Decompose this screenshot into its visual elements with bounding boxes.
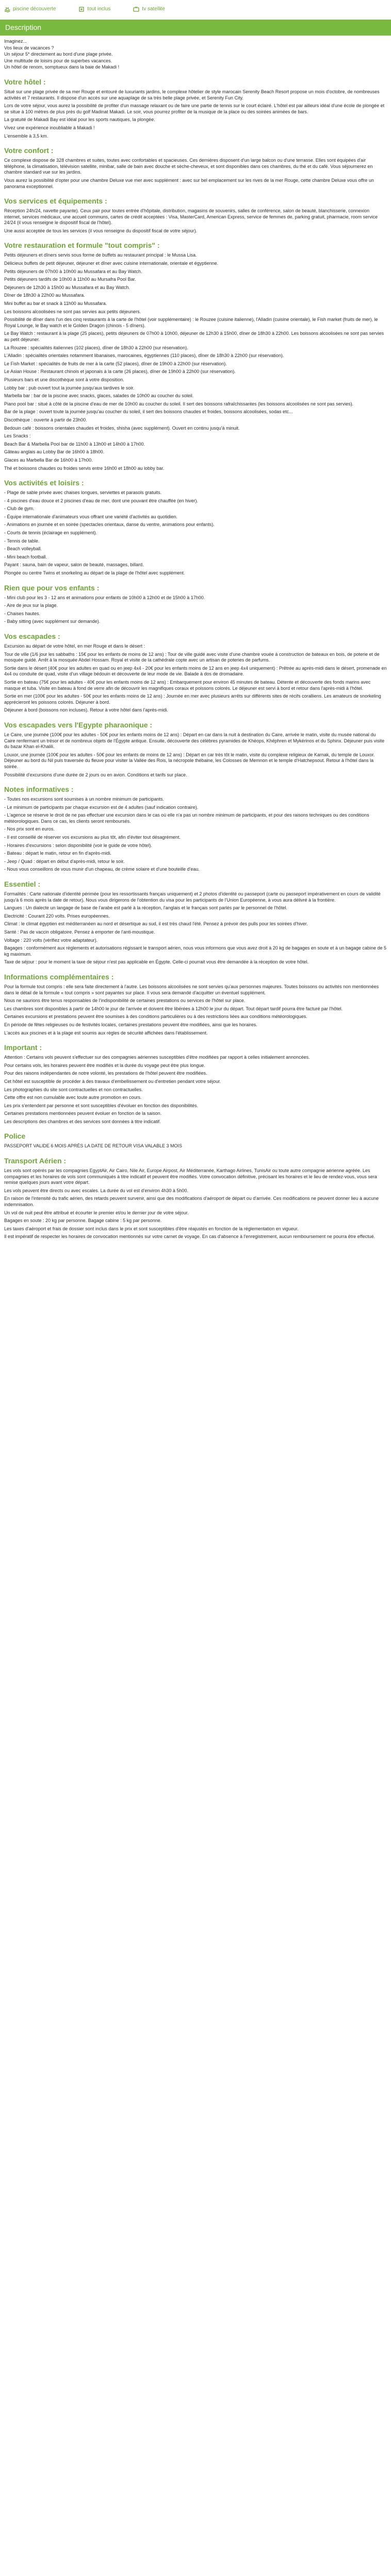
section-paragraph: Plongée ou centre Twins et snorkeling au départ de la plage de l'hôtel avec supplément. — [4, 570, 185, 576]
section-title: Informations complémentaires : — [4, 972, 114, 981]
section-paragraph: Electricité : Courant 220 volts. Prises européennes. — [4, 913, 110, 919]
section-paragraph: Les photographies du site sont contractuelles et non contractuelles. — [4, 1087, 143, 1092]
section-paragraph: Thé et boissons chaudes ou froides servis entre 16h00 et 18h00 au lobby bar. — [4, 465, 165, 471]
section-paragraph: Sortie en mer (100€ pour les adultes - 50€ pour les enfants moins de 12 ans) : Journée en mer avec plusieurs arrêts sur différents sites de récifs coralliens. Les amateurs de snorkeling apprécieront les poissons colorés. Déjeuner à bord. — [4, 693, 381, 705]
section — [4, 479, 387, 577]
section-title: Vos escapades vers l'Egypte pharaonique : — [4, 720, 153, 729]
section-paragraph: Petits déjeuners et dîners servis sous forme de buffets au restaurant principal : le Mussa Lisa. — [4, 252, 197, 258]
pool-icon — [4, 6, 10, 12]
section — [4, 146, 387, 190]
section-paragraph: L'ensemble à 3,5 km. — [4, 133, 48, 139]
section-paragraph: Cette offre est non cumulable avec toute autre promotion en cours. — [4, 1095, 142, 1100]
section-paragraph: - L'agence se réserve le droit de ne pas effectuer une excursion dans le cas où elle n'a pas un nombre minimum de participants, et pour des raisons techniques ou des conditions météorologiques. Dans ce cas, les clients seront remboursés. — [4, 812, 369, 824]
section-paragraph: Les vols peuvent être directs ou avec escales. La durée du vol est d'environ 4h30 à 5h00. — [4, 1188, 188, 1193]
section-paragraph: Les chambres sont disponibles à partir de 14h00 le jour de l'arrivée et doivent être libérées à 12h00 le jour du départ. Tout départ tardif pourra être facturé par l'hôtel. — [4, 1006, 343, 1011]
section-paragraph: Climat : le climat égyptien est méditerranéen au nord et désertique au sud, il est très chaud l'été. Pensez à prévoir des pulls pour les soirées d'hiver. — [4, 921, 308, 927]
section-paragraph: - Équipe internationale d'animateurs vous offrant une variété d'activités au quotidien. — [4, 514, 177, 519]
section-paragraph: Bagages : conformément aux règlements et autorisations régissant le transport aérien, nous vous informons que vous avez droit à 20 kg de bagages en soute et à un bagage cabine de 5 kg maximum. — [4, 945, 386, 957]
tv-icon — [133, 6, 139, 12]
section-paragraph: Certaines prestations mentionnées peuvent évoluer en fonction de la saison. — [4, 1111, 162, 1116]
intro-line: Un séjour 5* directement au bord d'une plage privée. — [4, 52, 113, 57]
section-paragraph: Le Fish Market : spécialités de fruits de mer à la carte (52 places), dîner de 19h00 à 22h00 (sur réservation). — [4, 361, 227, 366]
section-paragraph: Sortie dans le désert (40€ pour les adultes en quad ou en jeep 4x4 - 20€ pour les enfants moins de 12 ans en jeep 4x4 uniquement) : Prêtrée au après-midi dans le désert, promenade en 4x4 ou conduite de quad, visite d'un village bédouin et découverte de leur mode de vie. Balade à dos de dromadaire. — [4, 665, 387, 677]
section-paragraph: Bagages en soute : 20 kg par personne. Bagage cabine : 5 kg par personne. — [4, 1218, 162, 1224]
section-paragraph: Un vol de nuit peut être attribué et écourter le premier et/ou le dernier jour de votre séjour. — [4, 1210, 189, 1215]
content — [0, 39, 391, 1240]
section — [4, 584, 387, 625]
section-paragraph: Mini buffet au bar et snack à 11h00 au Mussafara. — [4, 301, 107, 307]
section-paragraph: Petits déjeuners de 07h00 à 10h00 au Mussafara et au Bay Watch. — [4, 268, 142, 274]
section-paragraph: - Plage de sable privée avec chaises longues, serviettes et parasols gratuits. — [4, 490, 162, 496]
section-title: Rien que pour vos enfants : — [4, 583, 100, 592]
section-paragraph: Lobby bar : pub ouvert tout la journée jusqu'aux tardives le soir. — [4, 385, 135, 391]
section-paragraph: Cet hôtel est susceptible de procéder à des travaux d'embellissement ou d'entretien pendant votre séjour. — [4, 1078, 221, 1084]
section-paragraph: Santé : Pas de vaccin obligatoire. Pensez à emporter de l'anti-moustique. — [4, 929, 155, 935]
section-paragraph: - Courts de tennis (éclairage en supplément). — [4, 530, 97, 536]
sections — [4, 78, 387, 1240]
section-paragraph: - Jeep / Quad : départ en début d'après-midi, retour le soir. — [4, 858, 125, 864]
section-paragraph: Langues : Un dialecte un langage de base de l'arabe est parlé à la réception, l'anglais et le français sont parlés par le personnel de l'hôtel. — [4, 905, 288, 911]
section-paragraph: Pour certains vols, les horaires peuvent être modifiés et la durée du voyage peut être plus longue. — [4, 1062, 205, 1068]
section — [4, 880, 387, 965]
section — [4, 721, 387, 778]
section-paragraph: Le Asian House : Restaurant chinois et japonais à la carte (26 places), dîner de 19h00 à 22h00 (sur réservation). — [4, 369, 236, 375]
section-paragraph: Une aussi acceptée de tous les services (il vous renseigne du dispositif fiscal de votre séjour). — [4, 228, 198, 233]
section-paragraph: Tour de ville (1/6 jour les sabbaths : 15€ pour les enfants de moins de 12 ans) : Tour de ville guidé avec visite d'une chambre vouée à construction de bateaux en bois, de poterie et de mosquée guidé. Arrêt à la mosquée Abdel Hossam. Royal et visite de la cathédrale copte avec un artisan de poteries de parfums. — [4, 651, 380, 663]
section-paragraph: - Club de gym. — [4, 506, 35, 512]
section-paragraph: Possibilité de dîner dans l'un des cinq restaurants à la carte de l'hôtel (voir supplémentaire) : le Rouzee (cuisine italienne), l'Alladin (cuisine orientale), le Fish market (fruits de mer), le Royal Lounge, le Bay watch et le Golden Dragon (chinois - 5 dîners). — [4, 317, 378, 328]
intro-line: Imaginez... — [4, 39, 27, 44]
section-title: Important : — [4, 1043, 42, 1052]
section-paragraph: Vous aurez la possibilité d'opter pour une chambre Deluxe vue mer avec supplément : avec sur bel emplacement sur les rives de la mer Rouge, cette chambre Deluxe vous offre un panorama exceptionnel. — [4, 177, 374, 189]
section-paragraph: Les vols sont opérés par les compagnies EgyptAir, Air Cairo, Nile Air, Europe Airpost, Air Méditerranée, Karthago Airlines, TunisAir ou toute autre compagnie aérienne agréée. Les compagnies et les horaires de vols sont communiqués à titre indicatif et peuvent être modifiés. Votre convocation définitive, précisant les horaires et le lieu de rendez-vous, vous sera remise quelques jours avant votre départ. — [4, 1168, 377, 1185]
section-paragraph: - 4 piscines d'eau douce et 2 piscines d'eau de mer, dont une pouvant être chauffée (en hiver). — [4, 498, 199, 503]
section-paragraph: Les prix s'entendent par personne et sont susceptibles d'évoluer en fonction des disponibilités. — [4, 1103, 199, 1108]
section-paragraph: Bar de la plage : ouvert toute la journée jusqu'au coucher du soleil, il sert des boissons chaudes et froides, boissons alcoolisées, sodas etc... — [4, 409, 293, 415]
section-title: Vos activités et loisirs : — [4, 479, 84, 487]
section-paragraph: - Mini club pour les 3 - 12 ans et animations pour enfants de 10h00 à 12h00 et de 15h00 à 17h00. — [4, 595, 205, 600]
section-paragraph: Formalités : Carte nationale d'identité périmée (pour les ressortissants français uniquement) et 2 photos d'identité ou passeport (carte ou passeport impérativement en cours de validité jusqu'à 6 mois après la date de retour). Nous vous dirigerons de l'obtention du visa pour les participants de l'Union Européenne, à vous aura délivré à la frontière. — [4, 891, 381, 903]
section-paragraph: Marbella bar : bar de la piscine avec snacks, glaces, salades de 10h00 au coucher du soleil. — [4, 393, 194, 399]
section-title: Transport Aérien : — [4, 1157, 67, 1165]
section — [4, 973, 387, 1036]
section-paragraph: - Beach volleyball. — [4, 546, 42, 552]
amenity-pool — [4, 6, 56, 12]
section — [4, 197, 387, 234]
section-paragraph: Délicieux buffets de petit déjeuner, déjeuner et dîner avec cuisine internationale, orientale et égyptienne. — [4, 261, 219, 266]
section-title: Vos escapades : — [4, 632, 60, 640]
section-paragraph: L'Alladin : spécialités orientales notamment libanaises, marocaines, égyptiennes (110 places), dîner de 18h30 à 22h00 (sur réservation). — [4, 353, 284, 359]
section-title: Vos services et équipements : — [4, 197, 107, 206]
section-paragraph: Il est impératif de respecter les horaires de convocation mentionnés sur votre carnet de voyage. En cas d'absence à l'enregistrement, aucun remboursement ne pourra être effectué. — [4, 1234, 376, 1240]
section-paragraph: Louxor, une journée (100€ pour les adultes - 50€ pour les enfants de moins de 12 ans) : Départ en car très tôt le matin, visite du complexe religieux de Karnak, du temple de Louxor. Déjeuner au bord du Nil puis traversée du fleuve pour visiter la Vallée des Rois, la nécropole thébaine, les Colosses de Memnon et le temple d'Hatchepsout. Retour à l'hôtel dans la soirée. — [4, 752, 375, 769]
section-paragraph: - Tennis de table. — [4, 538, 40, 544]
section — [4, 632, 387, 714]
intro-line: Un hôtel de renom, somptueux dans la baie de Makadi ! — [4, 64, 120, 70]
intro-line: Vos lieux de vacances ? — [4, 45, 54, 50]
section-paragraph: Les boissons alcoolisées ne sont pas servies aux petits déjeuners. — [4, 309, 141, 314]
section-paragraph: - Aire de jeux sur la plage. — [4, 603, 58, 608]
section — [4, 785, 387, 873]
section-paragraph: La Rouzee : spécialités italiennes (102 places), dîner de 18h30 à 22h00 (sur réservation). — [4, 345, 188, 350]
section-paragraph: Déjeuners de 12h30 à 15h00 au Mussafara et au Bay Watch. — [4, 284, 130, 290]
section-paragraph: - Baby sitting (avec supplément sur demande). — [4, 619, 101, 624]
amenity-label: tout inclus — [87, 6, 111, 12]
section-paragraph: Payant : sauna, bain de vapeur, salon de beauté, massages, billard. — [4, 562, 144, 568]
section-paragraph: Certaines excursions et prestations peuvent être soumises à des conditions particulières ou à des restrictions liées aux conditions météorologiques. — [4, 1014, 307, 1020]
section-paragraph: - Bateau : départ le matin, retour en fin d'après-midi. — [4, 851, 111, 856]
section-paragraph: Piano pool bar : situé à côté de la piscine d'eau de mer de 10h00 au coucher du soleil. Il sert des boissons rafraîchissantes (les boissons alcoolisées ne sont pas servies). — [4, 401, 354, 406]
section-paragraph: Lors de votre séjour, vous aurez la possibilité de profiter d'un massage relaxant ou de faire une partie de tennis sur le court éclairé. L'hôtel est par ailleurs idéal d'une école de plongée et se situe à 100 mètres de plus près du golf Madinat Makadi. Le soir, vous pourrez profiter de la musique de la place ou des soirées animées de bars. — [4, 103, 385, 114]
section-paragraph: - Toutes nos excursions sont soumises à un nombre minimum de participants. — [4, 796, 164, 802]
section-paragraph: L'accès aux piscines et à la plage est soumis aux règles de sécurité affichées dans l'établissement. — [4, 1030, 208, 1036]
section-paragraph: - Chaises hautes. — [4, 611, 41, 616]
section-paragraph: Excursion au départ de votre hôtel, en mer Rouge et dans le désert : — [4, 643, 145, 649]
section-paragraph: Taxe de séjour : pour le moment la taxe de séjour n'est pas applicable en Égypte. Celle-ci pourrait vous être demandée à la réception de votre hôtel. — [4, 959, 309, 965]
section-paragraph: - Animations en journée et en soirée (spectacles orientaux, danse du ventre, animations pour enfants). — [4, 522, 215, 528]
description-banner — [0, 20, 391, 36]
allinclusive-icon — [78, 6, 85, 12]
amenity-tv — [133, 6, 165, 12]
section-paragraph: Possibilité d'excursions d'une durée de 2 jours ou en avion. Conditions et tarifs sur place. — [4, 772, 187, 777]
section-paragraph: - Nous vous conseillons de vous munir d'un chapeau, de crème solaire et d'une bouteille d'eau. — [4, 867, 200, 872]
section-paragraph: Glaces au Marbella Bar de 16h00 à 17h00. — [4, 457, 93, 463]
section-title: Votre confort : — [4, 146, 54, 155]
section-paragraph: Les descriptions des chambres et des services sont données à titre indicatif. — [4, 1118, 161, 1124]
section-paragraph: Situé sur une plage privée de sa mer Rouge et entouré de luxuriants jardins, le complexe hôtelier de style marocain Serenity Beach Resort propose un mois d'octobre, de nombreuses activités et 7 restaurants. Il dispose d'un accès sur une aquaplage de sa très belle plage privée, et Serenity Fun City. — [4, 89, 380, 100]
section — [4, 241, 387, 471]
banner-title: Description — [5, 23, 42, 31]
section-title: Notes informatives : — [4, 785, 74, 794]
section-paragraph: La gratuité de Makadi Bay est idéal pour les sports nautiques, la plongée. — [4, 117, 155, 123]
section-paragraph: Pour des raisons indépendantes de notre volonté, les prestations de l'hôtel peuvent être modifiées. — [4, 1071, 207, 1076]
amenities-bar — [0, 0, 391, 14]
section-title: Police — [4, 1132, 26, 1141]
section-paragraph: - Mini beach football. — [4, 554, 47, 560]
section-paragraph: - Il est conseillé de réserver vos excursions au plus tôt, afin d'éviter tout désagrément. — [4, 835, 181, 840]
intro — [4, 39, 387, 71]
section — [4, 1157, 387, 1240]
section-paragraph: Beach Bar & Marbella Pool bar de 11h00 à 13h00 et 14h00 à 17h00. — [4, 441, 145, 447]
section-paragraph: - Nos prix sont en euros. — [4, 826, 55, 832]
section-paragraph: - Horaires d'excursions : selon disponibilité (voir le guide de votre hôtel). — [4, 842, 152, 848]
section-paragraph: Attention : Certains vols peuvent s'effectuer sur des compagnies aériennes susceptibles d'être modifiées par rapport à celles initialement annoncées. — [4, 1055, 310, 1060]
section-paragraph: Discothèque : ouverte à partir de 23h00. — [4, 417, 87, 422]
section-title: Votre hôtel : — [4, 77, 46, 86]
amenity-label: piscine découverte — [13, 6, 56, 12]
section-title: Votre restauration et formule "tout compris" : — [4, 241, 160, 250]
section-paragraph: Petits déjeuners tardifs de 10h00 à 11h00 au Mursafra Pool Bar. — [4, 277, 136, 282]
amenity-allinclusive — [78, 6, 110, 12]
section — [4, 1043, 387, 1125]
section-paragraph: Nous ne saurions être tenus responsables de l'indisponibilité de certaines prestations ou services de l'hôtel sur place. — [4, 998, 246, 1004]
section — [4, 1132, 387, 1149]
section-paragraph: Les Snacks : — [4, 433, 31, 439]
section-title: Essentiel : — [4, 880, 41, 889]
section-paragraph: Réception 24h/24, navette payante). Ceux pair pour toutes entrée d'hôpitale, distribution, magasins de souvenirs, salles de conférence, salon de beauté, blanchisserie, connexion internet, services médicaux, une accueil communs, cartes de crédit acceptées : Visa, MasterCard, American Express, service de femmes de, parking gratuit, pharmacie, room service 24/24 (il vous renseigne le dispositif fiscal de l'hôtel). — [4, 208, 378, 226]
section-paragraph: En période de fêtes religieuses ou de festivités locales, certaines prestations peuvent être modifiées, ainsi que les horaires. — [4, 1022, 257, 1027]
section-paragraph: Déjeuner à bord (boissons non incluses). Retour à votre hôtel dans l'après-midi. — [4, 707, 168, 713]
section-paragraph: Dîner de 18h30 à 22h00 au Mussafara. — [4, 293, 85, 298]
section-paragraph: Ce complexe dispose de 328 chambres et suites, toutes avec confortables et spacieuses. Ces dernières disposent d'un large balcon ou d'une terrasse. Elles sont équipées d'air téléphone, la climatisation, télévision satellite, minibar, salle de bain avec douche et sèche-cheveux, et sont disponibles dans ces chambres, du thé et du café. Vous séjournerez en chambre standard vue sur les jardins. — [4, 158, 373, 175]
amenity-label: tv satellite — [142, 6, 165, 12]
section-paragraph: Le Bay Watch : restaurant à la plage (25 places), petits déjeuners de 07h00 à 10h00, déjeuner de 12h30 à 15h00, dîner de 18h30 à 22h00. Les boissons alcoolisées ne sont pas servies au petit déjeuner. — [4, 331, 384, 342]
section-paragraph: Bedouin café : boissons orientales chaudes et froides, shisha (avec supplément). Ouvert en continu jusqu'à minuit. — [4, 425, 240, 431]
section-paragraph: Plusieurs bars et une discothèque sont à votre disposition. — [4, 377, 124, 382]
intro-line: Une multitude de loisirs pour de superbes vacances. — [4, 58, 112, 63]
section-paragraph: En raison de l'intensité du trafic aérien, des retards peuvent survenir, ainsi que des modifications d'aéroport de départ ou d'arrivée. Ces modifications ne peuvent donner lieu à aucune indemnisation. — [4, 1196, 379, 1208]
section-paragraph: Le Caire, une journée (100€ pour les adultes - 50€ pour les enfants moins de 12 ans) : Départ en car dans la nuit à destination du Caire, arrivée le matin, visite du musée national du Caire renfermant un trésor et de nombreux objets de l'Égypte antique. Ensuite, découverte des célèbres pyramides de Khéops, Khéphren et Mykérinos et du Sphinx. Déjeuner puis visite du bazar Khan el-Khalili. — [4, 732, 385, 750]
section-paragraph: Gâteau anglais au Lobby Bar de 16h00 à 18h00. — [4, 449, 105, 455]
section-paragraph: PASSEPORT VALIDE 6 MOIS APRÈS LA DATE DE RETOUR VISA VALABLE 3 MOIS — [4, 1143, 182, 1149]
section-paragraph: - Le minimum de participants par chaque excursion est de 4 adultes (sauf indication contraire). — [4, 804, 199, 810]
section-paragraph: Voltage : 220 volts (vérifiez votre adaptateur). — [4, 937, 98, 943]
section-paragraph: Sortie en bateau (75€ pour les adultes - 40€ pour les enfants moins de 12 ans) : Embarquement pour environ 45 minutes de bateau. Détente et découverte des fonds marins avec masque et tuba. Visite en bateau à fond de verre afin de découvrir les magnifiques coraux et poissons colorés. Le déjeuner est servi à bord et retour dans l'après-midi à l'hôtel. — [4, 679, 371, 691]
section-paragraph: Vivez une expérience inoubliable à Makadi ! — [4, 125, 95, 130]
section-paragraph: Les taxes d'aéroport et frais de dossier sont inclus dans le prix et sont susceptibles d'être réajustés en fonction de la réglementation en vigueur. — [4, 1226, 299, 1231]
section-paragraph: Pour la formule tout compris : elle sera faite directement à l'autre. Les boissons alcoolisées ne sont servies qu'aux personnes majeures. Toutes boissons ou activités non mentionnées dans le détail de la formule « tout compris » sont payantes sur place. Il vous sera demandé d'acquitter un éventuel supplément. — [4, 984, 379, 995]
section — [4, 78, 387, 139]
